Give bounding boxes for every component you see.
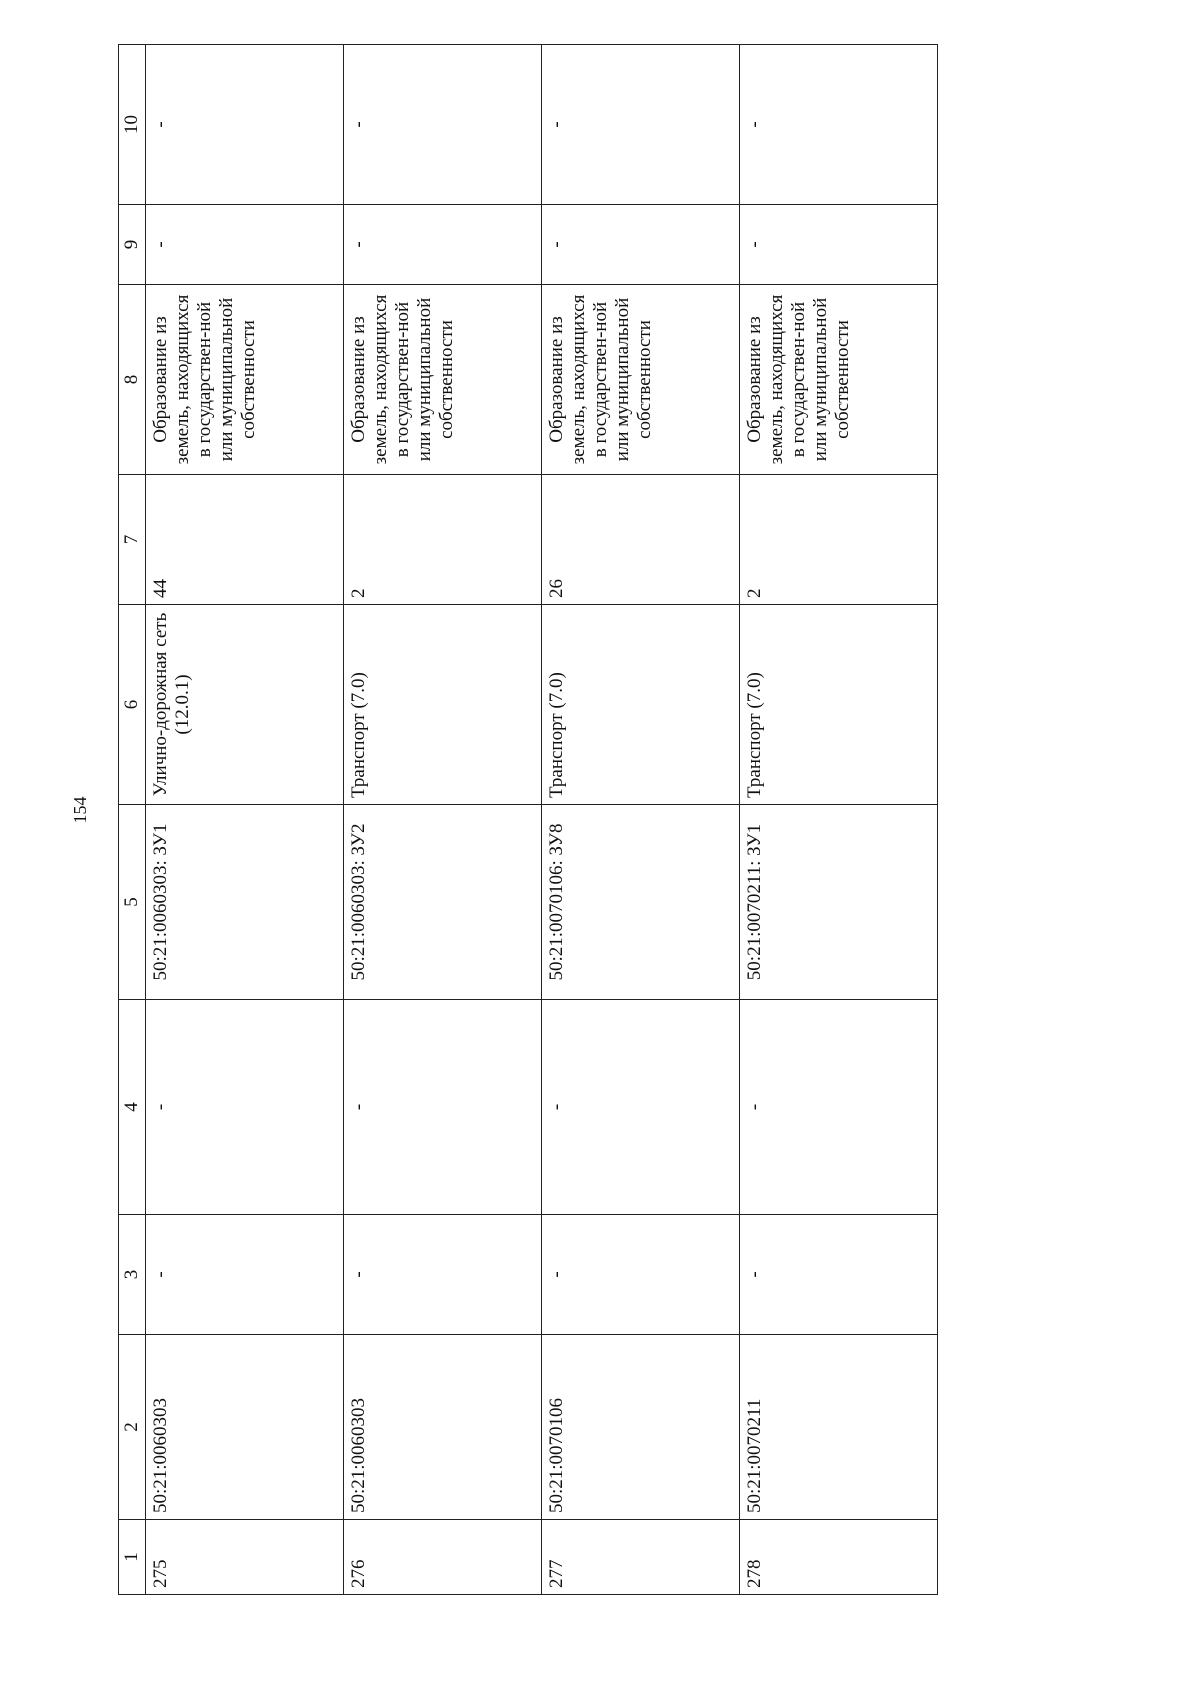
header-cell-4: 4 — [119, 1000, 146, 1215]
table-cell: - — [542, 1215, 740, 1335]
table-cell: - — [146, 1215, 344, 1335]
table-row — [740, 45, 938, 1595]
header-cell-9: 9 — [119, 205, 146, 285]
table-cell: - — [740, 1215, 938, 1335]
plot-designation: 50:21:0060303: ЗУ1 — [146, 805, 344, 1000]
formation-method: Образование из земель, находящихся в государствен-ной или муниципальной собственности — [344, 285, 542, 475]
cadastral-quarter: 50:21:0070106 — [542, 1335, 740, 1520]
header-cell-7: 7 — [119, 475, 146, 605]
land-plot-table — [118, 44, 938, 1595]
table-cell: - — [542, 45, 740, 205]
table-cell: - — [146, 205, 344, 285]
table-cell: - — [344, 205, 542, 285]
table-cell: - — [146, 45, 344, 205]
table-cell: - — [542, 1000, 740, 1215]
land-plot-table-wrapper — [118, 45, 938, 1595]
permitted-use: Улично-дорожная сеть (12.0.1) — [146, 605, 344, 805]
permitted-use: Транспорт (7.0) — [542, 605, 740, 805]
table-row — [344, 45, 542, 1595]
plot-area: 44 — [146, 475, 344, 605]
plot-designation: 50:21:0070211: ЗУ1 — [740, 805, 938, 1000]
table-row — [146, 45, 344, 1595]
header-cell-5: 5 — [119, 805, 146, 1000]
row-number: 278 — [740, 1520, 938, 1595]
permitted-use: Транспорт (7.0) — [740, 605, 938, 805]
plot-designation: 50:21:0060303: ЗУ2 — [344, 805, 542, 1000]
rotated-table-container — [118, 45, 938, 1595]
row-number: 277 — [542, 1520, 740, 1595]
plot-area: 2 — [740, 475, 938, 605]
header-row — [119, 45, 146, 1595]
table-cell: - — [146, 1000, 344, 1215]
plot-designation: 50:21:0070106: ЗУ8 — [542, 805, 740, 1000]
permitted-use: Транспорт (7.0) — [344, 605, 542, 805]
row-number: 276 — [344, 1520, 542, 1595]
table-cell: - — [344, 1215, 542, 1335]
table-cell: - — [740, 45, 938, 205]
table-cell: - — [542, 205, 740, 285]
row-number: 275 — [146, 1520, 344, 1595]
plot-area: 2 — [344, 475, 542, 605]
table-cell: - — [344, 45, 542, 205]
header-cell-8: 8 — [119, 285, 146, 475]
plot-area: 26 — [542, 475, 740, 605]
table-cell: - — [740, 205, 938, 285]
header-cell-2: 2 — [119, 1335, 146, 1520]
header-cell-3: 3 — [119, 1215, 146, 1335]
header-cell-10: 10 — [119, 45, 146, 205]
page-number: 154 — [70, 796, 90, 824]
formation-method: Образование из земель, находящихся в государствен-ной или муниципальной собственности — [740, 285, 938, 475]
table-cell: - — [740, 1000, 938, 1215]
cadastral-quarter: 50:21:0060303 — [146, 1335, 344, 1520]
formation-method: Образование из земель, находящихся в государствен-ной или муниципальной собственности — [542, 285, 740, 475]
header-cell-6: 6 — [119, 605, 146, 805]
cadastral-quarter: 50:21:0070211 — [740, 1335, 938, 1520]
header-cell-1: 1 — [119, 1520, 146, 1595]
table-cell: - — [344, 1000, 542, 1215]
table-row — [542, 45, 740, 1595]
formation-method: Образование из земель, находящихся в государствен-ной или муниципальной собственности — [146, 285, 344, 475]
cadastral-quarter: 50:21:0060303 — [344, 1335, 542, 1520]
